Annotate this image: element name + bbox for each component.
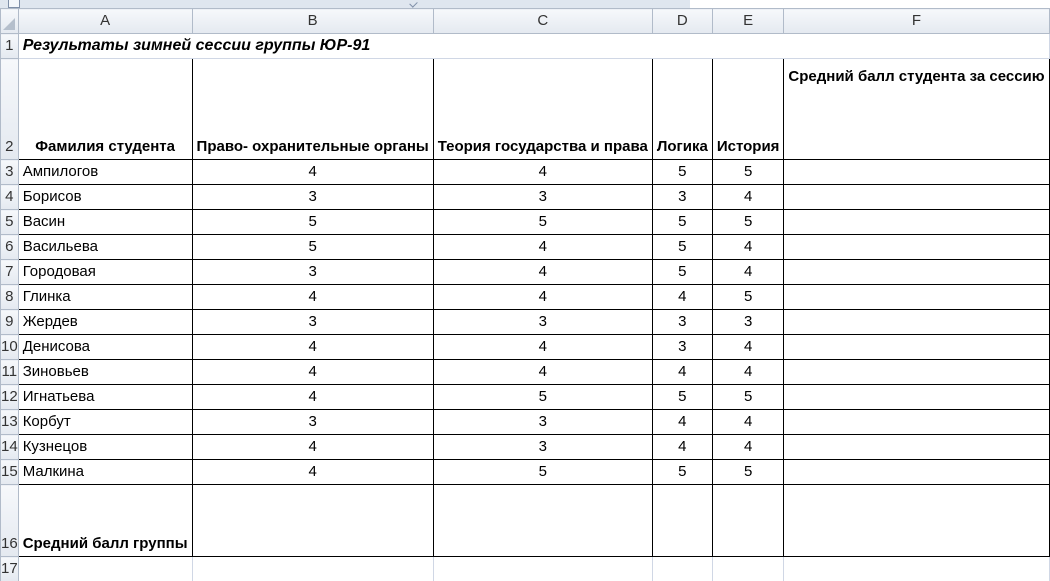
row-header[interactable]: 5 xyxy=(1,210,19,235)
select-all-corner[interactable] xyxy=(1,9,19,34)
group-average-history[interactable] xyxy=(712,485,784,557)
theory-grade-cell[interactable]: 4 xyxy=(433,360,652,385)
group-average-total[interactable] xyxy=(784,485,1049,557)
logic-grade-cell[interactable]: 5 xyxy=(652,210,712,235)
group-average-law[interactable] xyxy=(192,485,433,557)
sheet-icon xyxy=(8,0,20,8)
student-row xyxy=(1,310,1050,335)
theory-grade-cell[interactable]: 5 xyxy=(433,385,652,410)
student-name-cell[interactable]: Игнатьева xyxy=(18,385,192,410)
history-grade-cell[interactable]: 4 xyxy=(712,435,784,460)
cell[interactable] xyxy=(652,557,712,581)
header-logic[interactable]: Логика xyxy=(652,59,712,160)
logic-grade-cell[interactable]: 5 xyxy=(652,160,712,185)
student-row xyxy=(1,410,1050,435)
student-name-cell[interactable]: Борисов xyxy=(18,185,192,210)
law-grade-cell[interactable]: 5 xyxy=(192,235,433,260)
row-17 xyxy=(1,557,1050,581)
student-row xyxy=(1,360,1050,385)
student-name-cell[interactable]: Васин xyxy=(18,210,192,235)
logic-grade-cell[interactable]: 3 xyxy=(652,335,712,360)
theory-grade-cell[interactable]: 3 xyxy=(433,435,652,460)
student-average-cell[interactable] xyxy=(784,310,1049,335)
student-average-cell[interactable] xyxy=(784,260,1049,285)
law-grade-cell[interactable]: 4 xyxy=(192,285,433,310)
student-row xyxy=(1,210,1050,235)
logic-grade-cell[interactable]: 4 xyxy=(652,410,712,435)
student-row xyxy=(1,335,1050,360)
history-grade-cell[interactable]: 4 xyxy=(712,185,784,210)
student-average-cell[interactable] xyxy=(784,160,1049,185)
student-name-cell[interactable]: Денисова xyxy=(18,335,192,360)
row-header[interactable]: 1 xyxy=(1,34,19,59)
row-header[interactable]: 7 xyxy=(1,260,19,285)
header-law-enforcement[interactable]: Право- охранительные органы xyxy=(192,59,433,160)
law-grade-cell[interactable]: 4 xyxy=(192,385,433,410)
student-average-cell[interactable] xyxy=(784,235,1049,260)
history-grade-cell[interactable]: 5 xyxy=(712,160,784,185)
student-name-cell[interactable]: Васильева xyxy=(18,235,192,260)
history-grade-cell[interactable]: 4 xyxy=(712,260,784,285)
student-name-cell[interactable]: Малкина xyxy=(18,460,192,485)
row-header[interactable]: 2 xyxy=(1,59,19,160)
logic-grade-cell[interactable]: 5 xyxy=(652,260,712,285)
theory-grade-cell[interactable]: 4 xyxy=(433,235,652,260)
student-row xyxy=(1,235,1050,260)
cell[interactable] xyxy=(18,557,192,581)
history-grade-cell[interactable]: 4 xyxy=(712,360,784,385)
row-header[interactable]: 17 xyxy=(1,557,19,581)
student-name-cell[interactable]: Кузнецов xyxy=(18,435,192,460)
header-student-average[interactable]: Средний балл студента за сессию xyxy=(784,59,1049,160)
history-grade-cell[interactable]: 3 xyxy=(712,310,784,335)
law-grade-cell[interactable]: 3 xyxy=(192,410,433,435)
row-header[interactable]: 15 xyxy=(1,460,19,485)
law-grade-cell[interactable]: 5 xyxy=(192,210,433,235)
theory-grade-cell[interactable]: 5 xyxy=(433,460,652,485)
cell[interactable] xyxy=(192,557,433,581)
law-grade-cell[interactable]: 4 xyxy=(192,460,433,485)
row-header[interactable]: 6 xyxy=(1,235,19,260)
logic-grade-cell[interactable]: 4 xyxy=(652,285,712,310)
student-average-cell[interactable] xyxy=(784,410,1049,435)
student-average-cell[interactable] xyxy=(784,385,1049,410)
student-average-cell[interactable] xyxy=(784,360,1049,385)
student-average-cell[interactable] xyxy=(784,285,1049,310)
theory-grade-cell[interactable]: 3 xyxy=(433,310,652,335)
theory-grade-cell[interactable]: 4 xyxy=(433,160,652,185)
row-header[interactable]: 9 xyxy=(1,310,19,335)
column-header-e[interactable]: E xyxy=(712,9,784,34)
group-average-theory[interactable] xyxy=(433,485,652,557)
history-grade-cell[interactable]: 4 xyxy=(712,335,784,360)
student-average-cell[interactable] xyxy=(784,335,1049,360)
theory-grade-cell[interactable]: 5 xyxy=(433,210,652,235)
cell[interactable] xyxy=(433,557,652,581)
history-grade-cell[interactable]: 4 xyxy=(712,235,784,260)
cell[interactable] xyxy=(712,557,784,581)
student-name-cell[interactable]: Корбут xyxy=(18,410,192,435)
row-header[interactable]: 11 xyxy=(1,360,19,385)
student-row xyxy=(1,185,1050,210)
row-1 xyxy=(1,34,1050,59)
logic-grade-cell[interactable]: 4 xyxy=(652,435,712,460)
student-row xyxy=(1,260,1050,285)
column-header-row xyxy=(1,9,1050,34)
history-grade-cell[interactable]: 5 xyxy=(712,385,784,410)
law-grade-cell[interactable]: 3 xyxy=(192,260,433,285)
student-average-cell[interactable] xyxy=(784,435,1049,460)
law-grade-cell[interactable]: 4 xyxy=(192,360,433,385)
student-name-cell[interactable]: Ампилогов xyxy=(18,160,192,185)
student-name-cell[interactable]: Глинка xyxy=(18,285,192,310)
student-average-cell[interactable] xyxy=(784,210,1049,235)
header-history[interactable]: История xyxy=(712,59,784,160)
column-header-b[interactable]: B xyxy=(192,9,433,34)
header-theory-of-state[interactable]: Теория государства и права xyxy=(433,59,652,160)
group-average-label[interactable]: Средний балл группы xyxy=(18,485,192,557)
logic-grade-cell[interactable]: 5 xyxy=(652,385,712,410)
row-header[interactable]: 13 xyxy=(1,410,19,435)
row-16 xyxy=(1,485,1050,557)
student-name-cell[interactable]: Жердев xyxy=(18,310,192,335)
student-row xyxy=(1,160,1050,185)
sheet-title-cell[interactable]: Результаты зимней сессии группы ЮР-91 xyxy=(18,34,1049,59)
student-average-cell[interactable] xyxy=(784,185,1049,210)
column-header-a[interactable]: A xyxy=(18,9,192,34)
row-header[interactable]: 16 xyxy=(1,485,19,557)
row-header[interactable]: 8 xyxy=(1,285,19,310)
law-grade-cell[interactable]: 3 xyxy=(192,185,433,210)
law-grade-cell[interactable]: 4 xyxy=(192,335,433,360)
select-all-triangle-icon xyxy=(3,18,15,30)
group-average-logic[interactable] xyxy=(652,485,712,557)
student-average-cell[interactable] xyxy=(784,460,1049,485)
column-header-d[interactable]: D xyxy=(652,9,712,34)
column-header-f[interactable]: F xyxy=(784,9,1049,34)
row-header[interactable]: 3 xyxy=(1,160,19,185)
law-grade-cell[interactable]: 4 xyxy=(192,435,433,460)
theory-grade-cell[interactable]: 3 xyxy=(433,185,652,210)
history-grade-cell[interactable]: 5 xyxy=(712,210,784,235)
cell[interactable] xyxy=(784,557,1049,581)
student-name-cell[interactable]: Зиновьев xyxy=(18,360,192,385)
theory-grade-cell[interactable]: 4 xyxy=(433,285,652,310)
student-name-cell[interactable]: Городовая xyxy=(18,260,192,285)
theory-grade-cell[interactable]: 4 xyxy=(433,335,652,360)
worksheet-grid xyxy=(0,8,1050,581)
header-surname[interactable]: Фамилия студента xyxy=(18,59,192,160)
row-header[interactable]: 12 xyxy=(1,385,19,410)
logic-grade-cell[interactable]: 5 xyxy=(652,235,712,260)
row-header[interactable]: 4 xyxy=(1,185,19,210)
law-grade-cell[interactable]: 4 xyxy=(192,160,433,185)
student-row xyxy=(1,285,1050,310)
history-grade-cell[interactable]: 5 xyxy=(712,460,784,485)
theory-grade-cell[interactable]: 4 xyxy=(433,260,652,285)
check-icon xyxy=(409,0,417,8)
column-header-c[interactable]: C xyxy=(433,9,652,34)
student-row xyxy=(1,385,1050,410)
history-grade-cell[interactable]: 5 xyxy=(712,285,784,310)
logic-grade-cell[interactable]: 3 xyxy=(652,310,712,335)
logic-grade-cell[interactable]: 4 xyxy=(652,360,712,385)
history-grade-cell[interactable]: 4 xyxy=(712,410,784,435)
logic-grade-cell[interactable]: 5 xyxy=(652,460,712,485)
logic-grade-cell[interactable]: 3 xyxy=(652,185,712,210)
row-header[interactable]: 14 xyxy=(1,435,19,460)
row-2 xyxy=(1,59,1050,160)
row-header[interactable]: 10 xyxy=(1,335,19,360)
student-row xyxy=(1,460,1050,485)
theory-grade-cell[interactable]: 3 xyxy=(433,410,652,435)
student-row xyxy=(1,435,1050,460)
law-grade-cell[interactable]: 3 xyxy=(192,310,433,335)
